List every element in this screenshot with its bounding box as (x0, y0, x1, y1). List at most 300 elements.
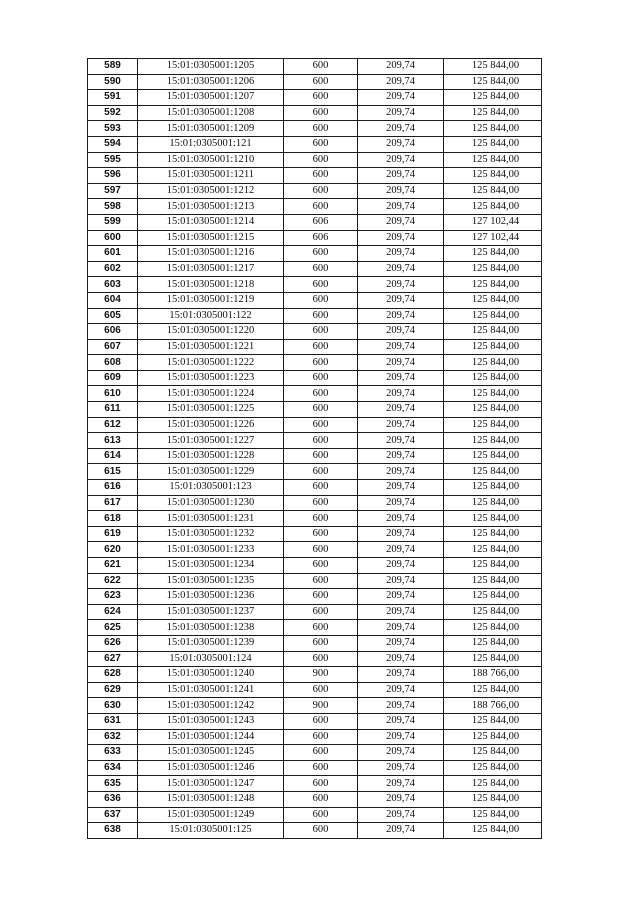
rate-value: 209,74 (358, 152, 444, 168)
total-value: 125 844,00 (444, 308, 542, 324)
rate-value: 209,74 (358, 760, 444, 776)
row-number: 610 (88, 386, 138, 402)
area-value: 600 (284, 386, 358, 402)
total-value: 125 844,00 (444, 386, 542, 402)
table-row (88, 230, 542, 246)
total-value: 125 844,00 (444, 90, 542, 106)
total-value: 125 844,00 (444, 339, 542, 355)
cadastral-number: 15:01:0305001:1239 (138, 635, 284, 651)
row-number: 608 (88, 355, 138, 371)
area-value: 600 (284, 152, 358, 168)
rate-value: 209,74 (358, 464, 444, 480)
cadastral-number: 15:01:0305001:1208 (138, 105, 284, 121)
cadastral-number: 15:01:0305001:1234 (138, 558, 284, 574)
row-number: 594 (88, 136, 138, 152)
area-value: 600 (284, 199, 358, 215)
cadastral-number: 15:01:0305001:1233 (138, 542, 284, 558)
table-row (88, 464, 542, 480)
rate-value: 209,74 (358, 542, 444, 558)
cadastral-number: 15:01:0305001:1222 (138, 355, 284, 371)
area-value: 600 (284, 246, 358, 262)
row-number: 611 (88, 402, 138, 418)
table-row (88, 199, 542, 215)
rate-value: 209,74 (358, 682, 444, 698)
area-value: 600 (284, 635, 358, 651)
rate-value: 209,74 (358, 246, 444, 262)
cadastral-number: 15:01:0305001:1246 (138, 760, 284, 776)
table-row (88, 776, 542, 792)
area-value: 600 (284, 573, 358, 589)
cadastral-number: 15:01:0305001:1210 (138, 152, 284, 168)
rate-value: 209,74 (358, 448, 444, 464)
rate-value: 209,74 (358, 370, 444, 386)
area-value: 600 (284, 183, 358, 199)
rate-value: 209,74 (358, 199, 444, 215)
table-row (88, 620, 542, 636)
area-value: 900 (284, 698, 358, 714)
row-number: 632 (88, 729, 138, 745)
rate-value: 209,74 (358, 261, 444, 277)
cadastre-table (87, 58, 542, 839)
table-row (88, 168, 542, 184)
rate-value: 209,74 (358, 292, 444, 308)
cadastral-number: 15:01:0305001:124 (138, 651, 284, 667)
area-value: 600 (284, 308, 358, 324)
row-number: 621 (88, 558, 138, 574)
area-value: 600 (284, 542, 358, 558)
rate-value: 209,74 (358, 90, 444, 106)
total-value: 125 844,00 (444, 635, 542, 651)
total-value: 125 844,00 (444, 713, 542, 729)
rate-value: 209,74 (358, 558, 444, 574)
row-number: 613 (88, 433, 138, 449)
rate-value: 209,74 (358, 667, 444, 683)
total-value: 125 844,00 (444, 121, 542, 137)
total-value: 125 844,00 (444, 823, 542, 839)
rate-value: 209,74 (358, 183, 444, 199)
total-value: 125 844,00 (444, 74, 542, 90)
area-value: 600 (284, 526, 358, 542)
area-value: 600 (284, 807, 358, 823)
cadastral-number: 15:01:0305001:1223 (138, 370, 284, 386)
cadastral-number: 15:01:0305001:1243 (138, 713, 284, 729)
row-number: 607 (88, 339, 138, 355)
area-value: 600 (284, 339, 358, 355)
rate-value: 209,74 (358, 230, 444, 246)
row-number: 620 (88, 542, 138, 558)
row-number: 605 (88, 308, 138, 324)
table-row (88, 261, 542, 277)
cadastral-number: 15:01:0305001:1224 (138, 386, 284, 402)
table-row (88, 511, 542, 527)
rate-value: 209,74 (358, 59, 444, 75)
row-number: 625 (88, 620, 138, 636)
row-number: 601 (88, 246, 138, 262)
total-value: 125 844,00 (444, 59, 542, 75)
table-row (88, 745, 542, 761)
row-number: 596 (88, 168, 138, 184)
rate-value: 209,74 (358, 620, 444, 636)
row-number: 595 (88, 152, 138, 168)
cadastral-number: 15:01:0305001:1220 (138, 324, 284, 340)
cadastral-number: 15:01:0305001:1221 (138, 339, 284, 355)
total-value: 125 844,00 (444, 199, 542, 215)
table-row (88, 339, 542, 355)
rate-value: 209,74 (358, 433, 444, 449)
rate-value: 209,74 (358, 635, 444, 651)
cadastral-number: 15:01:0305001:1216 (138, 246, 284, 262)
row-number: 629 (88, 682, 138, 698)
table-row (88, 292, 542, 308)
table-row (88, 698, 542, 714)
total-value: 125 844,00 (444, 589, 542, 605)
cadastral-number: 15:01:0305001:1209 (138, 121, 284, 137)
rate-value: 209,74 (358, 308, 444, 324)
row-number: 589 (88, 59, 138, 75)
rate-value: 209,74 (358, 121, 444, 137)
table-row (88, 59, 542, 75)
rate-value: 209,74 (358, 807, 444, 823)
area-value: 600 (284, 729, 358, 745)
cadastral-number: 15:01:0305001:1228 (138, 448, 284, 464)
area-value: 600 (284, 558, 358, 574)
area-value: 600 (284, 90, 358, 106)
cadastral-number: 15:01:0305001:1237 (138, 604, 284, 620)
rate-value: 209,74 (358, 214, 444, 230)
table-row (88, 90, 542, 106)
rate-value: 209,74 (358, 573, 444, 589)
table-row (88, 448, 542, 464)
rate-value: 209,74 (358, 604, 444, 620)
area-value: 600 (284, 74, 358, 90)
row-number: 634 (88, 760, 138, 776)
rate-value: 209,74 (358, 791, 444, 807)
cadastral-number: 15:01:0305001:1214 (138, 214, 284, 230)
rate-value: 209,74 (358, 511, 444, 527)
rate-value: 209,74 (358, 745, 444, 761)
table-row (88, 277, 542, 293)
table-row (88, 542, 542, 558)
rate-value: 209,74 (358, 480, 444, 496)
table-row (88, 526, 542, 542)
area-value: 600 (284, 261, 358, 277)
table-row (88, 355, 542, 371)
cadastral-number: 15:01:0305001:1242 (138, 698, 284, 714)
rate-value: 209,74 (358, 402, 444, 418)
total-value: 125 844,00 (444, 729, 542, 745)
row-number: 631 (88, 713, 138, 729)
total-value: 127 102,44 (444, 230, 542, 246)
area-value: 600 (284, 324, 358, 340)
table-row (88, 324, 542, 340)
table-row (88, 495, 542, 511)
row-number: 635 (88, 776, 138, 792)
total-value: 125 844,00 (444, 433, 542, 449)
cadastral-number: 15:01:0305001:1231 (138, 511, 284, 527)
total-value: 127 102,44 (444, 214, 542, 230)
row-number: 590 (88, 74, 138, 90)
cadastral-number: 15:01:0305001:121 (138, 136, 284, 152)
row-number: 622 (88, 573, 138, 589)
table-row (88, 152, 542, 168)
area-value: 606 (284, 230, 358, 246)
row-number: 637 (88, 807, 138, 823)
row-number: 593 (88, 121, 138, 137)
cadastral-number: 15:01:0305001:1226 (138, 417, 284, 433)
total-value: 125 844,00 (444, 745, 542, 761)
cadastral-number: 15:01:0305001:1241 (138, 682, 284, 698)
table-row (88, 823, 542, 839)
rate-value: 209,74 (358, 526, 444, 542)
total-value: 125 844,00 (444, 682, 542, 698)
total-value: 125 844,00 (444, 573, 542, 589)
table-row (88, 308, 542, 324)
area-value: 600 (284, 791, 358, 807)
rate-value: 209,74 (358, 355, 444, 371)
rate-value: 209,74 (358, 713, 444, 729)
table-row (88, 121, 542, 137)
total-value: 125 844,00 (444, 370, 542, 386)
rate-value: 209,74 (358, 386, 444, 402)
area-value: 600 (284, 370, 358, 386)
cadastral-number: 15:01:0305001:1230 (138, 495, 284, 511)
cadastral-number: 15:01:0305001:1232 (138, 526, 284, 542)
table-row (88, 729, 542, 745)
total-value: 125 844,00 (444, 620, 542, 636)
cadastral-number: 15:01:0305001:1248 (138, 791, 284, 807)
total-value: 125 844,00 (444, 417, 542, 433)
row-number: 638 (88, 823, 138, 839)
area-value: 600 (284, 433, 358, 449)
area-value: 600 (284, 495, 358, 511)
area-value: 600 (284, 105, 358, 121)
table-row (88, 417, 542, 433)
total-value: 125 844,00 (444, 355, 542, 371)
table-row (88, 713, 542, 729)
area-value: 600 (284, 682, 358, 698)
cadastral-number: 15:01:0305001:1211 (138, 168, 284, 184)
rate-value: 209,74 (358, 729, 444, 745)
cadastral-number: 15:01:0305001:1206 (138, 74, 284, 90)
rate-value: 209,74 (358, 105, 444, 121)
cadastral-number: 15:01:0305001:1236 (138, 589, 284, 605)
rate-value: 209,74 (358, 823, 444, 839)
row-number: 619 (88, 526, 138, 542)
row-number: 628 (88, 667, 138, 683)
cadastral-number: 15:01:0305001:1207 (138, 90, 284, 106)
table-row (88, 667, 542, 683)
total-value: 125 844,00 (444, 152, 542, 168)
area-value: 600 (284, 620, 358, 636)
table-row (88, 651, 542, 667)
area-value: 600 (284, 823, 358, 839)
row-number: 614 (88, 448, 138, 464)
row-number: 618 (88, 511, 138, 527)
rate-value: 209,74 (358, 74, 444, 90)
cadastral-number: 15:01:0305001:1245 (138, 745, 284, 761)
cadastral-number: 15:01:0305001:1225 (138, 402, 284, 418)
row-number: 623 (88, 589, 138, 605)
total-value: 125 844,00 (444, 480, 542, 496)
total-value: 125 844,00 (444, 168, 542, 184)
table-row (88, 183, 542, 199)
area-value: 600 (284, 59, 358, 75)
area-value: 600 (284, 292, 358, 308)
total-value: 125 844,00 (444, 402, 542, 418)
total-value: 125 844,00 (444, 464, 542, 480)
rate-value: 209,74 (358, 168, 444, 184)
total-value: 125 844,00 (444, 324, 542, 340)
total-value: 125 844,00 (444, 760, 542, 776)
row-number: 633 (88, 745, 138, 761)
rate-value: 209,74 (358, 589, 444, 605)
row-number: 598 (88, 199, 138, 215)
table-row (88, 402, 542, 418)
table-row (88, 604, 542, 620)
table-body (88, 59, 542, 839)
row-number: 630 (88, 698, 138, 714)
table-row (88, 635, 542, 651)
area-value: 600 (284, 464, 358, 480)
total-value: 125 844,00 (444, 604, 542, 620)
cadastral-number: 15:01:0305001:123 (138, 480, 284, 496)
cadastral-number: 15:01:0305001:1218 (138, 277, 284, 293)
row-number: 603 (88, 277, 138, 293)
rate-value: 209,74 (358, 277, 444, 293)
rate-value: 209,74 (358, 651, 444, 667)
total-value: 125 844,00 (444, 292, 542, 308)
area-value: 600 (284, 776, 358, 792)
total-value: 188 766,00 (444, 698, 542, 714)
rate-value: 209,74 (358, 324, 444, 340)
table-row (88, 74, 542, 90)
row-number: 617 (88, 495, 138, 511)
table-row (88, 386, 542, 402)
area-value: 600 (284, 760, 358, 776)
cadastral-number: 15:01:0305001:1229 (138, 464, 284, 480)
table-row (88, 214, 542, 230)
total-value: 125 844,00 (444, 183, 542, 199)
area-value: 600 (284, 136, 358, 152)
row-number: 599 (88, 214, 138, 230)
total-value: 125 844,00 (444, 261, 542, 277)
rate-value: 209,74 (358, 136, 444, 152)
total-value: 125 844,00 (444, 136, 542, 152)
cadastral-number: 15:01:0305001:1213 (138, 199, 284, 215)
cadastral-number: 15:01:0305001:1240 (138, 667, 284, 683)
area-value: 600 (284, 480, 358, 496)
row-number: 624 (88, 604, 138, 620)
cadastral-number: 15:01:0305001:1219 (138, 292, 284, 308)
area-value: 606 (284, 214, 358, 230)
row-number: 604 (88, 292, 138, 308)
total-value: 125 844,00 (444, 558, 542, 574)
rate-value: 209,74 (358, 776, 444, 792)
total-value: 188 766,00 (444, 667, 542, 683)
total-value: 125 844,00 (444, 511, 542, 527)
area-value: 900 (284, 667, 358, 683)
row-number: 600 (88, 230, 138, 246)
cadastral-number: 15:01:0305001:122 (138, 308, 284, 324)
table-row (88, 136, 542, 152)
total-value: 125 844,00 (444, 526, 542, 542)
total-value: 125 844,00 (444, 105, 542, 121)
row-number: 627 (88, 651, 138, 667)
total-value: 125 844,00 (444, 651, 542, 667)
table-row (88, 370, 542, 386)
rate-value: 209,74 (358, 339, 444, 355)
total-value: 125 844,00 (444, 542, 542, 558)
table-row (88, 433, 542, 449)
table-row (88, 246, 542, 262)
table-row (88, 682, 542, 698)
cadastral-number: 15:01:0305001:1249 (138, 807, 284, 823)
area-value: 600 (284, 448, 358, 464)
table-row (88, 105, 542, 121)
cadastral-number: 15:01:0305001:1217 (138, 261, 284, 277)
cadastral-number: 15:01:0305001:1215 (138, 230, 284, 246)
row-number: 626 (88, 635, 138, 651)
area-value: 600 (284, 168, 358, 184)
total-value: 125 844,00 (444, 807, 542, 823)
area-value: 600 (284, 402, 358, 418)
cadastral-number: 15:01:0305001:1238 (138, 620, 284, 636)
total-value: 125 844,00 (444, 277, 542, 293)
row-number: 636 (88, 791, 138, 807)
table-row (88, 573, 542, 589)
row-number: 616 (88, 480, 138, 496)
area-value: 600 (284, 589, 358, 605)
area-value: 600 (284, 713, 358, 729)
cadastral-number: 15:01:0305001:1235 (138, 573, 284, 589)
row-number: 591 (88, 90, 138, 106)
row-number: 592 (88, 105, 138, 121)
area-value: 600 (284, 651, 358, 667)
row-number: 609 (88, 370, 138, 386)
table-row (88, 558, 542, 574)
area-value: 600 (284, 604, 358, 620)
cadastral-number: 15:01:0305001:1205 (138, 59, 284, 75)
area-value: 600 (284, 355, 358, 371)
table-row (88, 480, 542, 496)
row-number: 597 (88, 183, 138, 199)
row-number: 612 (88, 417, 138, 433)
row-number: 602 (88, 261, 138, 277)
table-row (88, 760, 542, 776)
area-value: 600 (284, 417, 358, 433)
cadastral-number: 15:01:0305001:125 (138, 823, 284, 839)
area-value: 600 (284, 277, 358, 293)
cadastral-number: 15:01:0305001:1244 (138, 729, 284, 745)
row-number: 615 (88, 464, 138, 480)
row-number: 606 (88, 324, 138, 340)
rate-value: 209,74 (358, 698, 444, 714)
total-value: 125 844,00 (444, 448, 542, 464)
table-row (88, 807, 542, 823)
cadastral-number: 15:01:0305001:1212 (138, 183, 284, 199)
rate-value: 209,74 (358, 417, 444, 433)
cadastral-number: 15:01:0305001:1227 (138, 433, 284, 449)
area-value: 600 (284, 511, 358, 527)
cadastral-number: 15:01:0305001:1247 (138, 776, 284, 792)
total-value: 125 844,00 (444, 495, 542, 511)
total-value: 125 844,00 (444, 246, 542, 262)
rate-value: 209,74 (358, 495, 444, 511)
area-value: 600 (284, 121, 358, 137)
area-value: 600 (284, 745, 358, 761)
table-row (88, 589, 542, 605)
total-value: 125 844,00 (444, 791, 542, 807)
